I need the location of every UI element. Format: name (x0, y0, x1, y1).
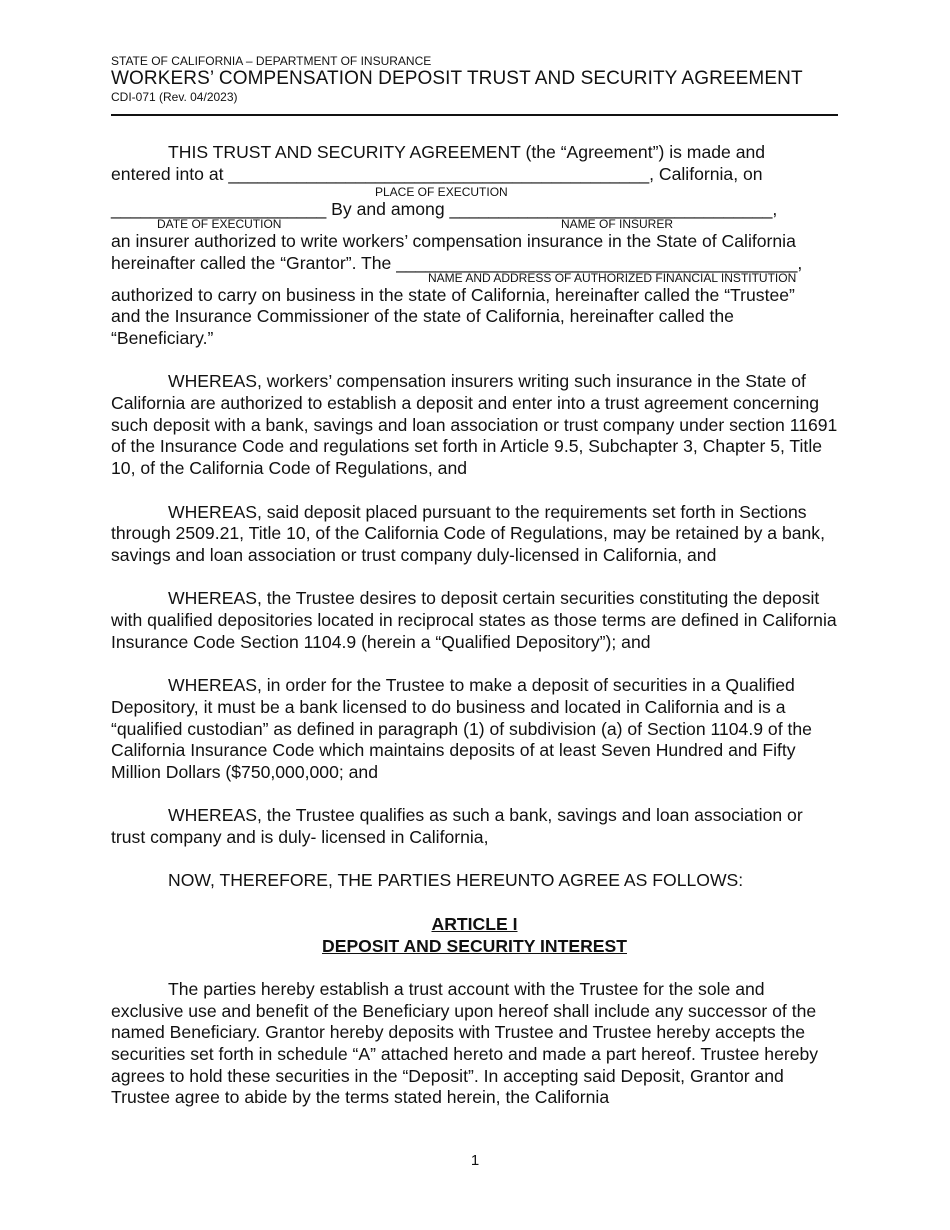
intro-line-3: ______________________ By and among _________________________________, (111, 199, 778, 220)
name-of-insurer-caption: NAME OF INSURER (561, 217, 674, 232)
place-of-execution-caption: PLACE OF EXECUTION (375, 185, 508, 200)
agency-name: STATE OF CALIFORNIA – DEPARTMENT OF INSURANCE (111, 54, 432, 68)
whereas-paragraph-3: WHEREAS, the Trustee desires to deposit certain securities constituting the deposit with qualified depositories located in reciprocal states as those terms are defined in California Insurance Code Section 1104.9 (herein a “Qualified Depository”); and (111, 588, 837, 652)
intro-line-1: THIS TRUST AND SECURITY AGREEMENT (the “Agreement”) is made and (168, 142, 766, 162)
caption-row-institution (111, 271, 838, 285)
caption-row-place (111, 185, 838, 199)
intro-line-6: authorized to carry on business in the state of California, hereinafter called the “Trustee” (111, 284, 795, 305)
form-title: WORKERS’ COMPENSATION DEPOSIT TRUST AND SECURITY AGREEMENT (111, 68, 803, 89)
form-header (111, 54, 838, 104)
intro-line-5: hereinafter called the “Grantor”. The _________________________________________, (111, 252, 803, 273)
article-paragraph: The parties hereby establish a trust account with the Trustee for the sole and exclusive use and benefit of the Beneficiary upon hereof shall include any successor of the named Beneficiary. Grantor hereby deposits with Trustee and Trustee hereby accepts the securities set forth in schedule “A” attached hereto and made a part hereof. Trustee hereby agrees to hold these securities in the “Deposit”. In accepting said Deposit, Grantor and Trustee agree to abide by the terms stated herein, the California (111, 978, 819, 1108)
intro-line-4: an insurer authorized to write workers’ compensation insurance in the State of California (111, 231, 796, 252)
article-number: ARTICLE I (431, 913, 518, 934)
whereas-paragraph-5: WHEREAS, the Trustee qualifies as such a bank, savings and loan association or trust company and is duly- licensed in California, (111, 805, 803, 848)
now-therefore-clause: NOW, THEREFORE, THE PARTIES HEREUNTO AGREE AS FOLLOWS: (168, 870, 744, 891)
article-heading: DEPOSIT AND SECURITY INTEREST (322, 935, 627, 956)
intro-line-2: entered into at ___________________________________________, California, on (111, 163, 763, 184)
form-number: CDI-071 (Rev. 04/2023) (111, 90, 238, 104)
page-number: 1 (470, 1152, 480, 1169)
intro-line-7: and the Insurance Commissioner of the state of California, hereinafter called the (111, 306, 734, 327)
institution-caption: NAME AND ADDRESS OF AUTHORIZED FINANCIAL INSTITUTION (428, 270, 797, 285)
date-of-execution-caption: DATE OF EXECUTION (157, 217, 282, 232)
whereas-paragraph-1: WHEREAS, workers’ compensation insurers writing such insurance in the State of California are authorized to establish a deposit and enter into a trust agreement concerning such deposit with a bank, savings and loan association or trust company under section 11691 of the Insurance Code and regulations set forth in Article 9.5, Subchapter 3, Chapter 5, Title 10, of the California Code of Regulations, and (111, 371, 838, 479)
whereas-paragraph-2: WHEREAS, said deposit placed pursuant to the requirements set forth in Sections through 2509.21, Title 10, of the California Code of Regulations, may be retained by a bank, savings and loan association or trust company duly-licensed in California, and (111, 501, 825, 565)
caption-row-date-insurer (111, 217, 838, 231)
document-body (111, 142, 838, 1109)
header-divider (111, 114, 838, 116)
intro-line-8: “Beneficiary.” (111, 327, 214, 348)
whereas-paragraph-4: WHEREAS, in order for the Trustee to make a deposit of securities in a Qualified Depository, it must be a bank licensed to do business and located in California and is a “qualified custodian” as defined in paragraph (1) of subdivision (a) of Section 1104.9 of the California Insurance Code which maintains deposits of at least Seven Hundred and Fifty Million Dollars ($750,000,000; and (111, 675, 812, 782)
